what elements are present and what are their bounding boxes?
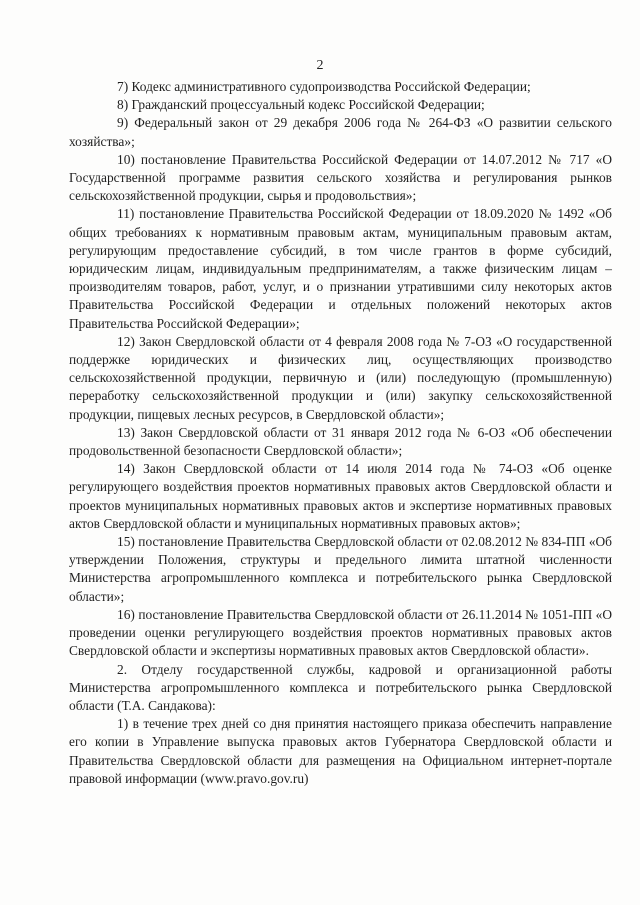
- list-item-13: 13) Закон Свердловской области от 31 января 2012 года № 6-ОЗ «Об обеспечении продовольственной безопасности Свердловской области»;: [69, 424, 612, 459]
- list-item-8: 8) Гражданский процессуальный кодекс Российской Федерации;: [117, 97, 485, 113]
- document-body: [69, 78, 612, 788]
- list-item-10: 10) постановление Правительства Российской Федерации от 14.07.2012 № 717 «О Государственной программе развития сельского хозяйства и регулирования рынков сельскохозяйственной продукции, сырья и продовольствия»;: [69, 151, 612, 204]
- section-2-item-1: 1) в течение трех дней со дня принятия настоящего приказа обеспечить направление его копии в Управление выпуска правовых актов Губернатора Свердловской области и Правительства Свердловской области для размещения на Официальном интернет-портале правовой информации (www.pravo.gov.ru): [69, 716, 612, 786]
- list-item-7: 7) Кодекс административного судопроизводства Российской Федерации;: [117, 79, 531, 94]
- list-item-11: 11) постановление Правительства Российской Федерации от 18.09.2020 № 1492 «Об общих требованиях к нормативным правовым актам, муниципальным правовым актам, регулирующим предоставление субсидий, в том числе грантов в форме субсидий, юридическим лицам, индивидуальным предпринимателям, а также физическим лицам – производителям товаров, работ, услуг, и о признании утратившими силу некоторых актов Правительства Российской Федерации и отдельных положений некоторых актов Правительства Российской Федерации»;: [69, 206, 612, 331]
- list-item-9: 9) Федеральный закон от 29 декабря 2006 года № 264-ФЗ «О развитии сельского хозяйства»;: [69, 115, 612, 149]
- list-item-15: 15) постановление Правительства Свердловской области от 02.08.2012 № 834-ПП «Об утверждении Положения, структуры и предельного лимита штатной численности Министерства агропромышленного комплекса и потребительского рынка Свердловской области»;: [69, 534, 612, 604]
- page-number: 2: [316, 58, 324, 73]
- list-item-12: 12) Закон Свердловской области от 4 февраля 2008 года № 7-ОЗ «О государственной поддержке юридических и физических лиц, осуществляющих производство сельскохозяйственной продукции, первичную и (или) последующую (промышленную) переработку сельскохозяйственной продукции и (или) закупку сельскохозяйственной продукции, пищевых лесных ресурсов, в Свердловской области»;: [69, 333, 612, 422]
- list-item-14: 14) Закон Свердловской области от 14 июля 2014 года № 74-ОЗ «Об оценке регулирующего воздействия проектов нормативных правовых актов Свердловской области и проектов муниципальных нормативных правовых актов и экспертизе нормативных правовых актов Свердловской области и муниципальных нормативных правовых актов»;: [69, 461, 612, 531]
- list-item-16: 16) постановление Правительства Свердловской области от 26.11.2014 № 1051-ПП «О проведении оценки регулирующего воздействия проектов нормативных правовых актов Свердловской области и экспертизы нормативных правовых актов Свердловской области».: [69, 606, 612, 659]
- section-2-paragraph: 2. Отделу государственной службы, кадровой и организационной работы Министерства агропромышленного комплекса и потребительского рынка Свердловской области (Т.А. Сандакова):: [69, 661, 612, 713]
